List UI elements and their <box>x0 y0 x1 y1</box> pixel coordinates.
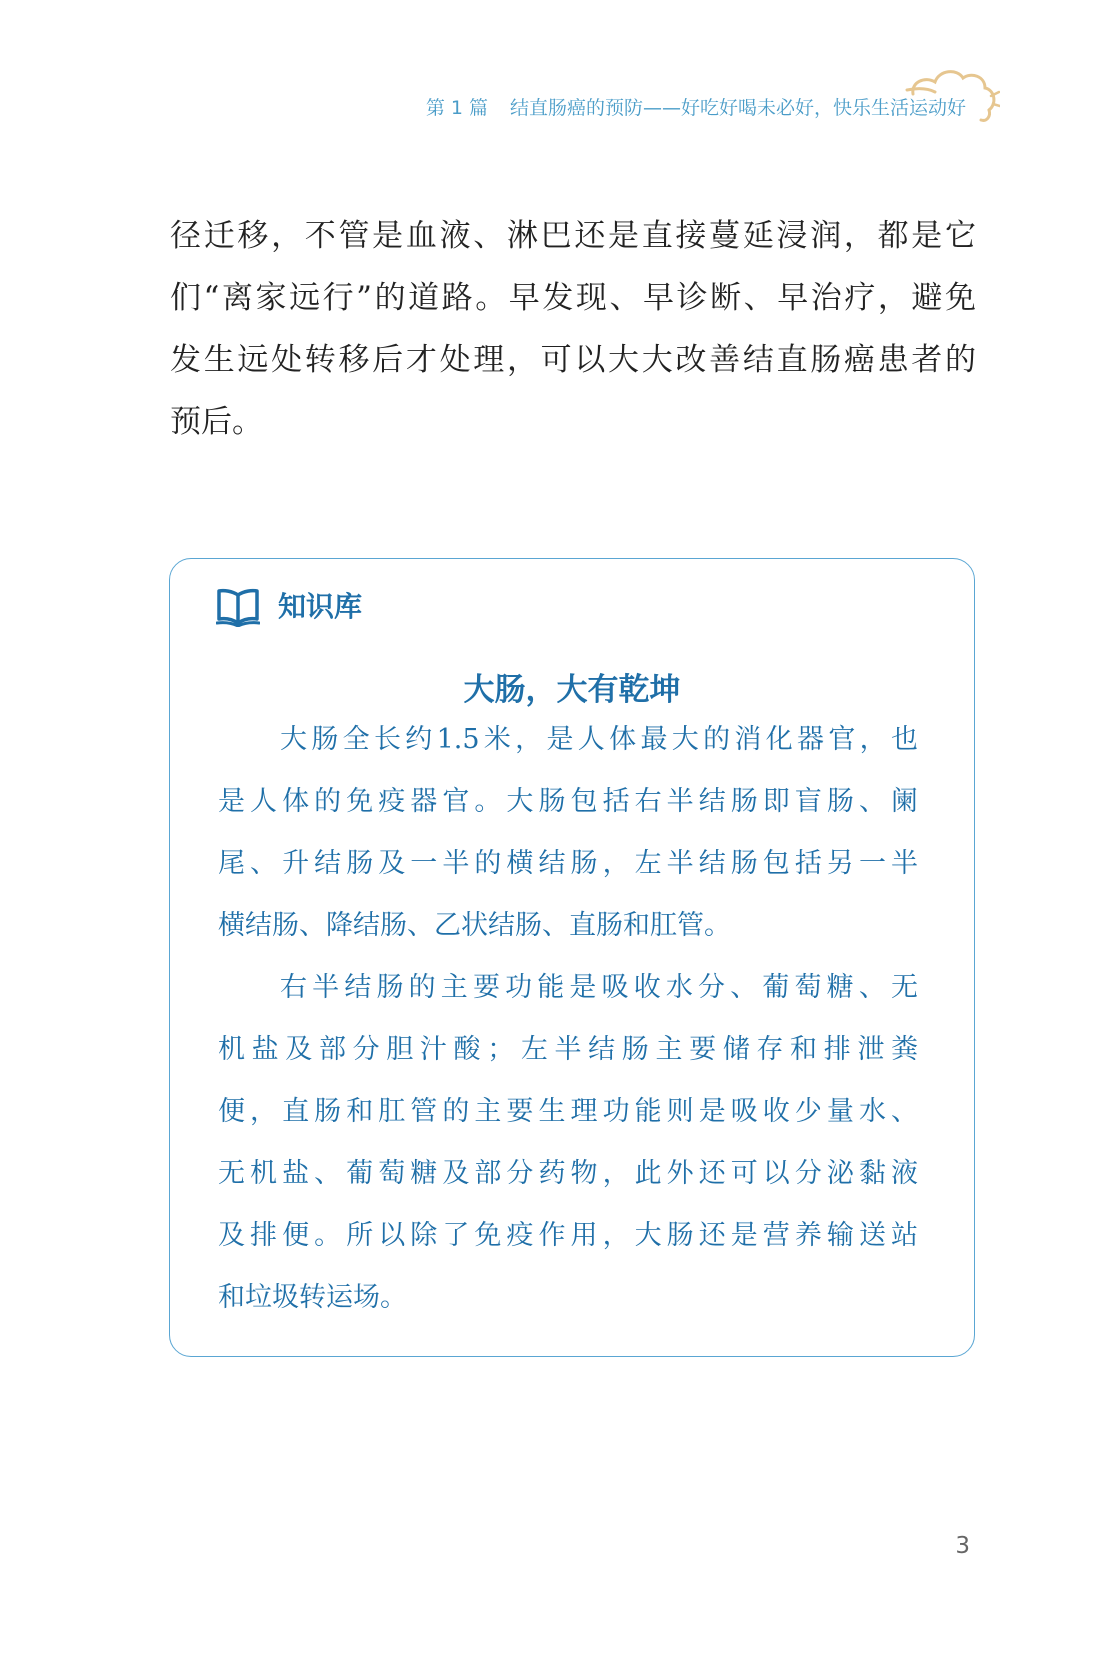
knowledge-line: 右半结肠的主要功能是吸收水分、葡萄糖、无 <box>280 972 918 1003</box>
body-line: 发生远处转移后才处理，可以大大改善结直肠癌患者的 <box>170 342 976 378</box>
running-header <box>0 93 966 120</box>
header-title: 结直肠癌的预防——好吃好喝未必好，快乐生活运动好 <box>509 97 966 119</box>
body-line: 们“离家远行”的道路。早发现、早诊断、早治疗，避免 <box>170 280 976 316</box>
header-part-number: 第 1 篇 <box>425 97 488 119</box>
knowledge-line: 便，直肠和肛管的主要生理功能则是吸收少量水、 <box>218 1096 918 1127</box>
cloud-icon <box>905 66 1000 136</box>
knowledge-box <box>169 558 975 1357</box>
knowledge-line: 及排便。所以除了免疫作用，大肠还是营养输送站 <box>218 1220 918 1251</box>
knowledge-text <box>218 709 918 1329</box>
page-number: 3 <box>955 1533 970 1559</box>
knowledge-label: 知识库 <box>278 590 363 623</box>
book-icon <box>216 587 260 627</box>
knowledge-title: 大肠，大有乾坤 <box>463 672 681 708</box>
knowledge-line: 是人体的免疫器官。大肠包括右半结肠即盲肠、阑 <box>218 786 918 817</box>
knowledge-line: 尾、升结肠及一半的横结肠，左半结肠包括另一半 <box>218 848 918 879</box>
knowledge-line: 横结肠、降结肠、乙状结肠、直肠和肛管。 <box>218 910 731 941</box>
body-paragraph <box>170 205 976 453</box>
knowledge-line: 和垃圾转运场。 <box>218 1282 407 1313</box>
knowledge-line: 大肠全长约1.5米，是人体最大的消化器官，也 <box>280 724 918 755</box>
body-line: 预后。 <box>170 404 263 440</box>
knowledge-line: 无机盐、葡萄糖及部分药物，此外还可以分泌黏液 <box>218 1158 918 1189</box>
body-line: 径迁移，不管是血液、淋巴还是直接蔓延浸润，都是它 <box>170 218 976 254</box>
knowledge-line: 机盐及部分胆汁酸；左半结肠主要储存和排泄粪 <box>218 1034 918 1065</box>
